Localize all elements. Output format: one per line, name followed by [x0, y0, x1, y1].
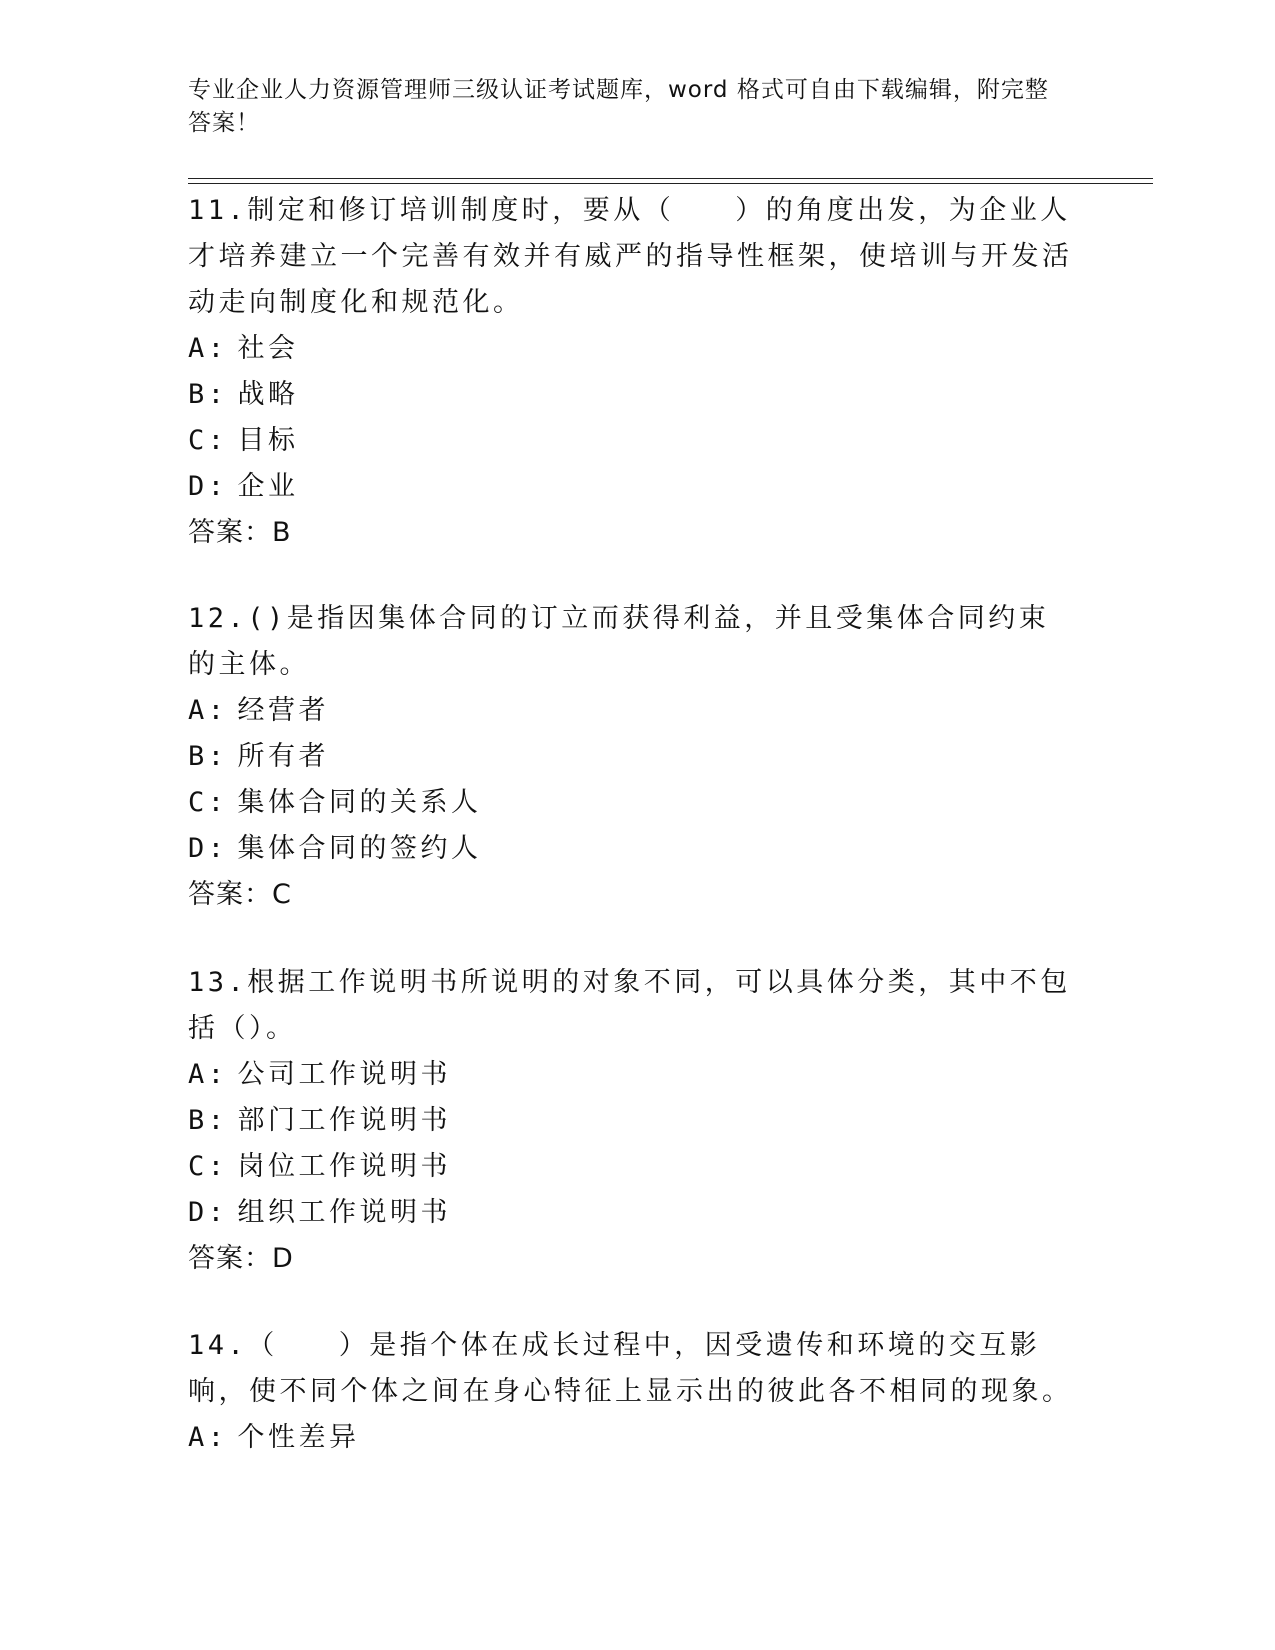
option-letter: A:	[188, 1422, 228, 1453]
option-b	[188, 734, 1078, 780]
option-d	[188, 826, 1078, 872]
question-number: 12.	[188, 603, 248, 634]
option-d	[188, 464, 1078, 510]
option-letter: D:	[188, 1197, 228, 1228]
option-letter: B:	[188, 379, 228, 410]
option-text: 经营者	[237, 695, 330, 726]
answer-line: 答案：C	[188, 879, 292, 910]
option-letter: B:	[188, 741, 228, 772]
option-text: 集体合同的关系人	[237, 787, 482, 818]
option-letter: A:	[188, 333, 228, 364]
question-13	[188, 960, 1078, 1282]
question-number: 14.	[188, 1330, 248, 1361]
option-a	[188, 1415, 1078, 1461]
question-14	[188, 1323, 1078, 1461]
option-a	[188, 688, 1078, 734]
option-text: 部门工作说明书	[237, 1105, 452, 1136]
document-intro: 专业企业人力资源管理师三级认证考试题库，word 格式可自由下载编辑，附完整答案！	[188, 77, 1049, 136]
question-stem	[188, 960, 1078, 1052]
option-letter: B:	[188, 1105, 228, 1136]
header-divider-bottom	[188, 183, 1153, 184]
answer-line: 答案：B	[188, 517, 292, 548]
option-letter: C:	[188, 425, 228, 456]
option-text: 目标	[237, 425, 299, 456]
question-stem	[188, 596, 1078, 688]
header-divider-top	[188, 178, 1153, 179]
option-letter: C:	[188, 1151, 228, 1182]
option-text: 公司工作说明书	[237, 1059, 452, 1090]
question-number: 13.	[188, 967, 248, 998]
option-d	[188, 1190, 1078, 1236]
option-text: 集体合同的签约人	[237, 833, 482, 864]
question-text: 根据工作说明书所说明的对象不同，可以具体分类，其中不包括（）。	[188, 967, 1071, 1044]
answer-line: 答案：D	[188, 1243, 294, 1274]
option-text: 组织工作说明书	[237, 1197, 452, 1228]
option-c	[188, 780, 1078, 826]
option-text: 社会	[237, 333, 299, 364]
option-b	[188, 1098, 1078, 1144]
question-stem	[188, 188, 1078, 326]
option-c	[188, 1144, 1078, 1190]
question-text: （ ）是指个体在成长过程中，因受遗传和环境的交互影响，使不同个体之间在身心特征上显示出的彼此各不相同的现象。	[188, 1330, 1073, 1407]
option-text: 个性差异	[237, 1422, 360, 1453]
option-letter: C:	[188, 787, 228, 818]
question-stem	[188, 1323, 1078, 1415]
option-text: 岗位工作说明书	[237, 1151, 452, 1182]
question-text: ()是指因集体合同的订立而获得利益，并且受集体合同约束的主体。	[188, 603, 1050, 680]
question-number: 11.	[188, 195, 248, 226]
option-a	[188, 326, 1078, 372]
option-letter: A:	[188, 1059, 228, 1090]
question-11	[188, 188, 1078, 556]
question-text: 制定和修订培训制度时，要从（ ）的角度出发，为企业人才培养建立一个完善有效并有威严的指导性框架，使培训与开发活动走向制度化和规范化。	[188, 195, 1073, 318]
option-letter: A:	[188, 695, 228, 726]
question-12	[188, 596, 1078, 918]
option-text: 企业	[237, 471, 299, 502]
option-b	[188, 372, 1078, 418]
option-letter: D:	[188, 833, 228, 864]
option-letter: D:	[188, 471, 228, 502]
option-text: 战略	[237, 379, 299, 410]
option-text: 所有者	[237, 741, 330, 772]
option-a	[188, 1052, 1078, 1098]
option-c	[188, 418, 1078, 464]
